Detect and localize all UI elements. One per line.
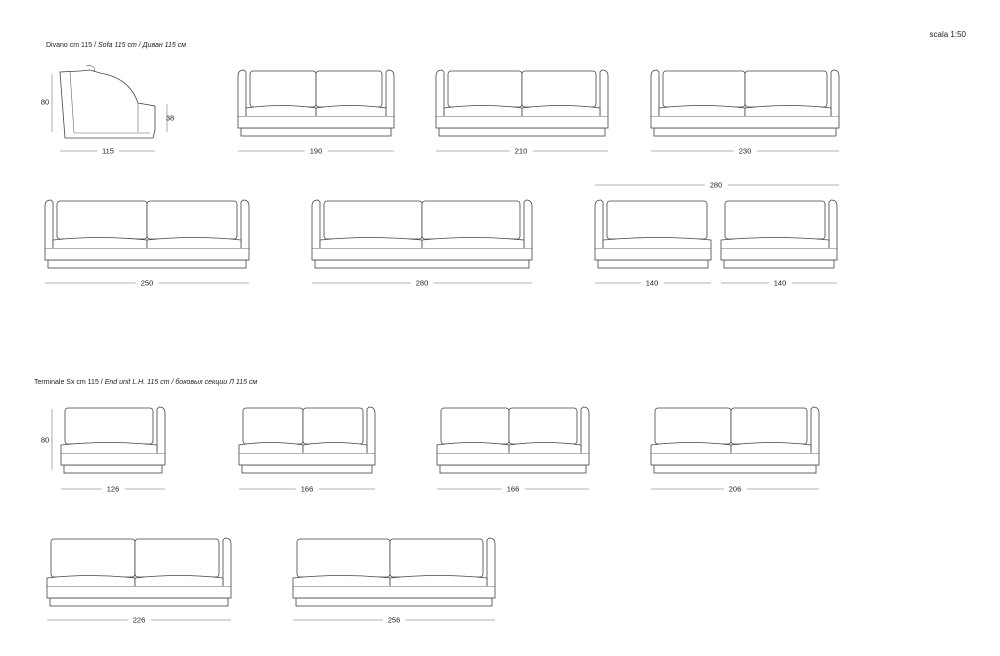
- end-unit-5: [47, 538, 231, 606]
- end-unit-width-label-1: 126: [102, 485, 125, 494]
- side-depth-label: 115: [97, 147, 119, 156]
- side-seat-height-label: 38: [165, 113, 175, 123]
- end-unit-6: [293, 538, 495, 606]
- sofa-width-label-2: 210: [510, 147, 533, 156]
- sofa-side-profile: [52, 65, 167, 151]
- sofa-width-label-3: 230: [734, 147, 757, 156]
- scale-label: scala 1:50: [929, 30, 966, 39]
- sofa-front-2: [436, 70, 608, 136]
- split-sofa-left: [595, 200, 711, 268]
- split-sofa-right-label: 140: [769, 279, 792, 288]
- end-unit-height-label: 80: [40, 435, 50, 445]
- end-unit-width-label-3: 166: [502, 485, 525, 494]
- sofa-heading-italic: Sofa 115 cm / Диван 115 см: [98, 42, 187, 49]
- end-unit-width-label-5: 226: [128, 616, 151, 625]
- end-unit-1: [61, 407, 165, 473]
- sofa-front-5: [312, 200, 532, 268]
- end-unit-heading-italic: End unit L.H. 115 cm / боковых секции Л 115 см: [104, 379, 258, 386]
- end-unit-4: [651, 407, 819, 473]
- end-unit-3: [437, 407, 589, 473]
- sofa-heading-plain: Divano cm 115 /: [46, 42, 99, 49]
- sofa-width-label-4: 250: [136, 279, 159, 288]
- split-sofa-left-label: 140: [641, 279, 664, 288]
- end-unit-heading-plain: Terminale Sx cm 115 /: [34, 379, 105, 386]
- sofa-width-label-5: 280: [411, 279, 434, 288]
- sofa-width-label-1: 190: [305, 147, 328, 156]
- end-unit-2: [239, 407, 375, 473]
- end-unit-width-label-6: 256: [383, 616, 406, 625]
- split-sofa-total-label: 280: [705, 181, 728, 190]
- end-unit-width-label-2: 166: [296, 485, 319, 494]
- split-sofa-right: [721, 200, 837, 268]
- sofa-front-4: [45, 200, 249, 268]
- end-unit-width-label-4: 206: [724, 485, 747, 494]
- sofa-front-1: [238, 70, 394, 136]
- sofa-front-3: [651, 70, 839, 136]
- side-height-label: 80: [40, 97, 50, 107]
